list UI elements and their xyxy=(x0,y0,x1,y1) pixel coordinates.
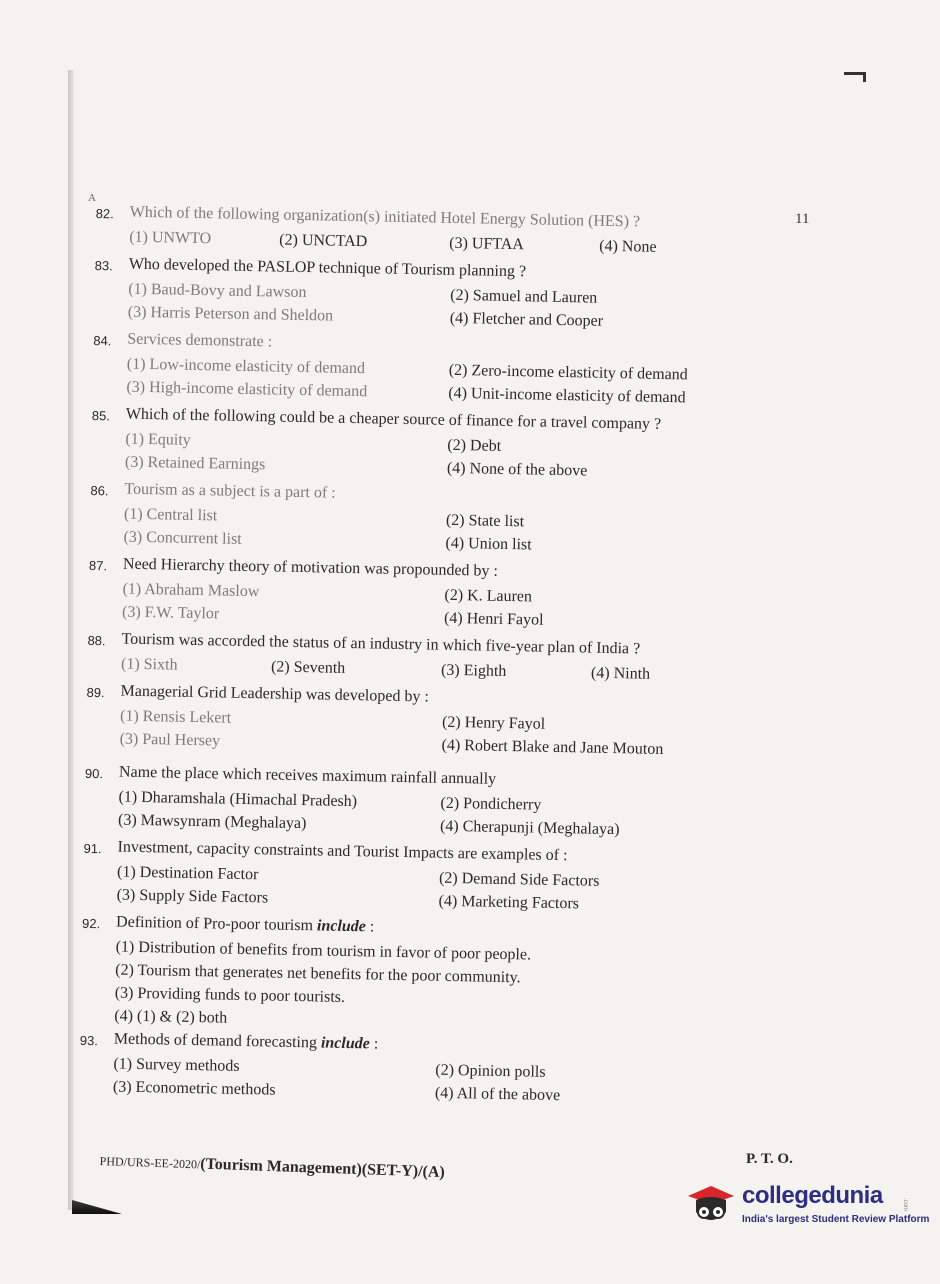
question-text: Who developed the PASLOP technique of Tourism planning ? xyxy=(128,255,527,281)
option-1: (1) Distribution of benefits from tourism in favor of poor people. xyxy=(115,938,532,964)
question-90 xyxy=(84,760,785,844)
option-4: (4) Marketing Factors xyxy=(438,892,580,913)
question-91 xyxy=(82,835,783,919)
question-text: Tourism was accorded the status of an industry in which five-year plan of India ? xyxy=(121,630,641,658)
paper-code-lead: PHD/URS-EE-2020/ xyxy=(99,1153,201,1172)
option-4: (4) Cherapunji (Meghalaya) xyxy=(439,817,620,839)
question-85 xyxy=(91,402,792,486)
option-list xyxy=(114,936,782,1041)
option-3: (3) F.W. Taylor xyxy=(121,603,220,623)
option-2: (2) Samuel and Lauren xyxy=(450,286,598,307)
option-2: (2) Opinion polls xyxy=(435,1061,546,1081)
option-1: (1) Destination Factor xyxy=(116,863,259,884)
option-3: (3) Concurrent list xyxy=(123,528,242,548)
question-number: 82. xyxy=(95,205,114,222)
option-4: (4) Henri Fayol xyxy=(443,609,544,629)
question-text-tail: : xyxy=(369,1035,379,1053)
question-number: 86. xyxy=(90,482,109,499)
option-3: (3) Supply Side Factors xyxy=(116,886,269,907)
option-2: (2) Seventh xyxy=(270,658,346,677)
question-number: 88. xyxy=(87,632,106,649)
page-binding-edge xyxy=(68,70,74,1210)
option-2: (2) Debt xyxy=(447,436,502,455)
question-87 xyxy=(88,552,789,636)
question-number: 93. xyxy=(79,1032,99,1049)
option-3: (3) Providing funds to poor tourists. xyxy=(114,984,346,1006)
option-3: (3) Retained Earnings xyxy=(124,453,266,474)
option-1: (1) Equity xyxy=(125,430,191,449)
question-number: 92. xyxy=(81,915,101,932)
question-text-lead: Methods of demand forecasting xyxy=(113,1030,322,1052)
pto-label: P. T. O. xyxy=(746,1151,793,1167)
question-number: 89. xyxy=(86,684,105,701)
option-2: (2) State list xyxy=(445,511,525,531)
option-2: (2) Henry Fayol xyxy=(441,713,546,733)
question-92 xyxy=(80,910,782,1040)
question-number: 87. xyxy=(88,557,108,574)
option-3: (3) Eighth xyxy=(440,661,507,680)
question-text: Name the place which receives maximum rainfall annually xyxy=(118,763,497,788)
question-number: 84. xyxy=(93,332,112,349)
option-3: (3) Econometric methods xyxy=(112,1078,276,1099)
question-sheet xyxy=(79,200,796,1111)
option-4: (4) None of the above xyxy=(446,459,588,480)
option-1: (1) Sixth xyxy=(120,655,178,674)
option-2: (2) Tourism that generates net benefits for the poor community. xyxy=(115,961,521,987)
question-number: 90. xyxy=(84,765,104,782)
question-86 xyxy=(89,477,790,561)
option-2: (2) Demand Side Factors xyxy=(438,869,600,890)
question-83 xyxy=(94,252,795,336)
option-2: (2) Pondicherry xyxy=(440,794,542,814)
option-4: (4) All of the above xyxy=(434,1084,561,1105)
option-2: (2) K. Lauren xyxy=(444,586,533,606)
option-1: (1) Baud-Bovy and Lawson xyxy=(128,280,307,302)
question-93 xyxy=(79,1027,780,1111)
scan-shadow xyxy=(72,1200,122,1214)
option-4: (4) Union list xyxy=(445,534,532,554)
option-1: (1) Dharamshala (Himachal Pradesh) xyxy=(118,788,358,811)
question-text: Tourism as a subject is a part of : xyxy=(124,480,336,502)
option-3: (3) Mawsynram (Meghalaya) xyxy=(117,811,307,833)
question-text-emphasis: include xyxy=(320,1034,370,1053)
option-3: (3) High-income elasticity of demand xyxy=(126,378,368,401)
option-4: (4) None xyxy=(599,237,657,256)
option-1: (1) Survey methods xyxy=(113,1055,240,1075)
question-text: Which of the following could be a cheaper source of finance for a travel company ? xyxy=(125,405,662,433)
page-number: 11 xyxy=(795,211,810,227)
corner-crop-mark xyxy=(844,72,866,75)
option-3: (3) UFTAA xyxy=(449,234,525,254)
option-1: (1) Central list xyxy=(123,505,218,525)
brand-domain-suffix: .com xyxy=(902,1198,908,1212)
option-2: (2) UNCTAD xyxy=(279,231,368,251)
option-4: (4) Fletcher and Cooper xyxy=(449,309,604,330)
question-text: Investment, capacity constraints and Tourist Impacts are examples of : xyxy=(117,838,568,865)
option-1: (1) Rensis Lekert xyxy=(119,707,232,727)
option-1: (1) UNWTO xyxy=(129,228,212,248)
question-number: 91. xyxy=(83,840,102,857)
option-4: (4) Ninth xyxy=(590,664,651,683)
option-4: (4) (1) & (2) both xyxy=(114,1007,228,1027)
question-84 xyxy=(92,327,793,411)
question-89 xyxy=(85,679,786,763)
question-text-emphasis: include xyxy=(316,917,367,936)
paper-code xyxy=(99,1152,445,1182)
question-number: 85. xyxy=(91,407,111,424)
option-4: (4) Robert Blake and Jane Mouton xyxy=(441,736,664,758)
question-text-lead: Definition of Pro-poor tourism xyxy=(115,913,318,935)
option-2: (2) Zero-income elasticity of demand xyxy=(448,361,688,384)
option-4: (4) Unit-income elasticity of demand xyxy=(448,384,686,407)
brand-name: collegedunia xyxy=(742,1182,883,1209)
graduate-mascot-icon xyxy=(684,1182,738,1232)
collegedunia-watermark xyxy=(684,1180,930,1242)
question-text: Services demonstrate : xyxy=(127,330,273,351)
option-1: (1) Abraham Maslow xyxy=(122,580,260,601)
set-letter: A xyxy=(88,192,96,204)
question-text-tail: : xyxy=(365,918,375,936)
question-text: Which of the following organization(s) initiated Hotel Energy Solution (HES) ? xyxy=(129,203,641,231)
question-number: 83. xyxy=(94,257,113,274)
paper-code-subject: (Tourism Management)(SET-Y)/(A) xyxy=(200,1155,446,1182)
question-text: Need Hierarchy theory of motivation was propounded by : xyxy=(122,555,499,580)
option-3: (3) Harris Peterson and Sheldon xyxy=(127,303,334,325)
brand-tagline: India's largest Student Review Platform xyxy=(742,1214,930,1225)
option-1: (1) Low-income elasticity of demand xyxy=(126,355,366,378)
question-text: Managerial Grid Leadership was developed by : xyxy=(120,682,430,706)
option-3: (3) Paul Hersey xyxy=(119,730,221,750)
